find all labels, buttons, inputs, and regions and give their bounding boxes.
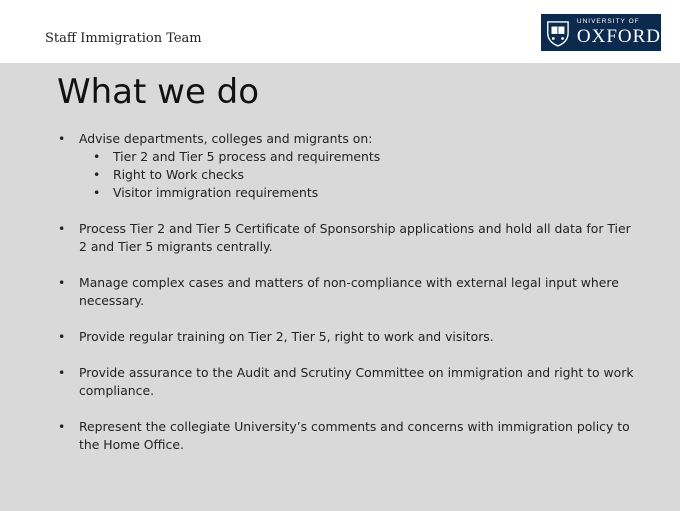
oxford-crest-icon bbox=[545, 18, 571, 48]
bullet-item bbox=[58, 130, 638, 202]
slide-title: What we do bbox=[57, 72, 260, 112]
sub-bullet-list bbox=[79, 148, 638, 202]
bullet-text: Manage complex cases and matters of non-compliance with external legal input where necessary. bbox=[79, 275, 619, 308]
slide-header bbox=[0, 0, 680, 63]
bullet-text: Provide assurance to the Audit and Scrutiny Committee on immigration and right to work compliance. bbox=[79, 365, 634, 398]
sub-bullet-item: • Visitor immigration requirements bbox=[93, 184, 638, 202]
logo-top-text: UNIVERSITY OF bbox=[576, 17, 640, 25]
bullet-text: Process Tier 2 and Tier 5 Certificate of Sponsorship applications and hold all data for Tier 2 and Tier 5 migrants centrally. bbox=[79, 221, 631, 254]
team-name: Staff Immigration Team bbox=[45, 31, 202, 46]
bullet-list bbox=[58, 130, 638, 472]
bullet-text: Advise departments, colleges and migrants on: bbox=[79, 131, 373, 146]
bullet-item bbox=[58, 364, 638, 400]
sub-bullet-item: • Tier 2 and Tier 5 process and requirements bbox=[93, 148, 638, 166]
sub-bullet-item: • Right to Work checks bbox=[93, 166, 638, 184]
bullet-text: Provide regular training on Tier 2, Tier 5, right to work and visitors. bbox=[79, 329, 494, 344]
university-logo bbox=[541, 14, 661, 51]
bullet-item bbox=[58, 274, 638, 310]
bullet-text: Represent the collegiate University’s comments and concerns with immigration policy to the Home Office. bbox=[79, 419, 630, 452]
bullet-item bbox=[58, 418, 638, 454]
logo-main-text: OXFORD bbox=[576, 26, 661, 48]
bullet-item bbox=[58, 220, 638, 256]
bullet-item bbox=[58, 328, 638, 346]
